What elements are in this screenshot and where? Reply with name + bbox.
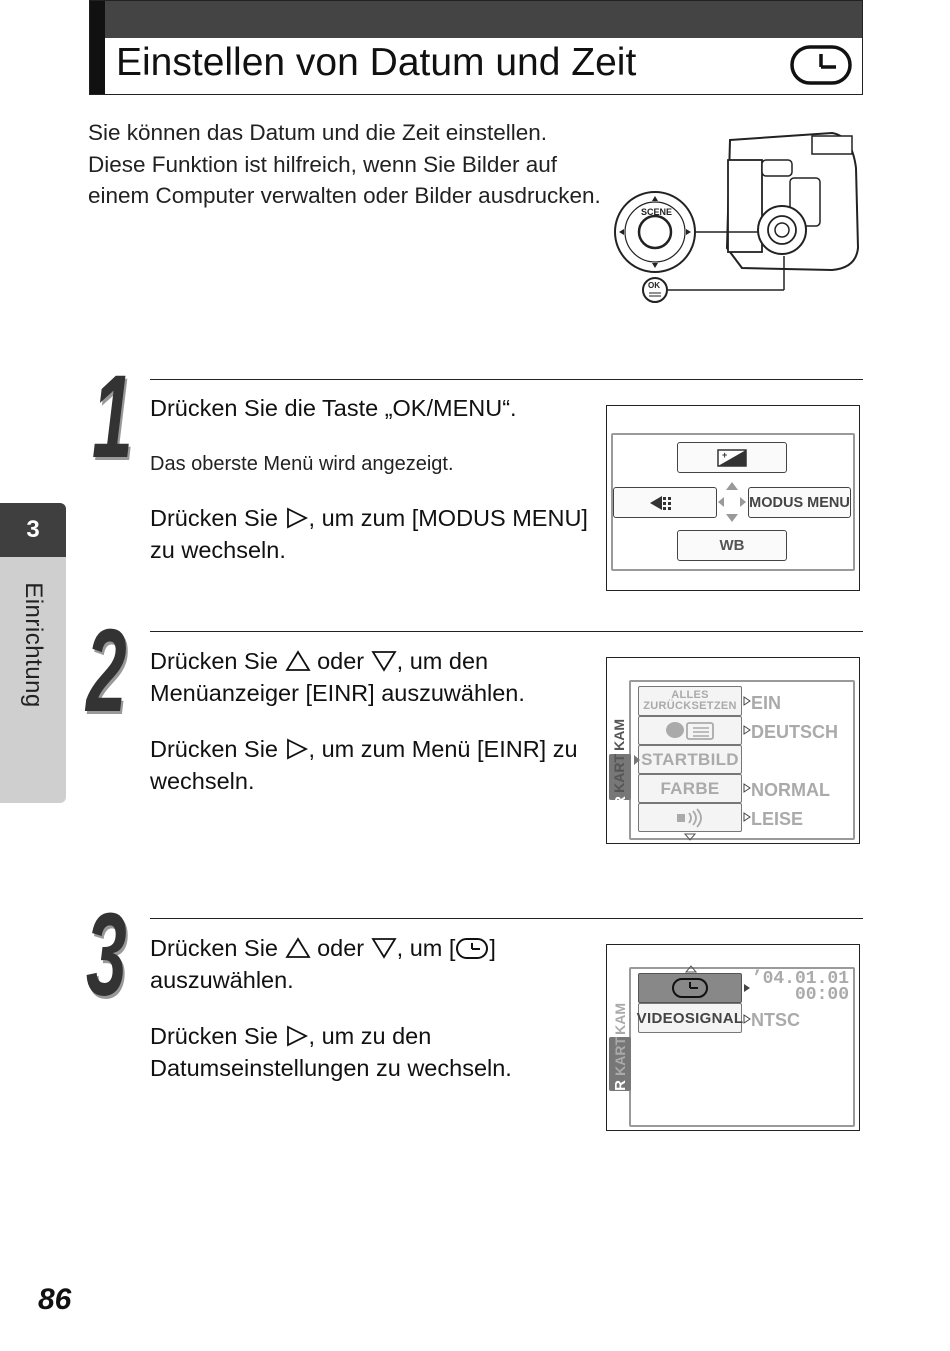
speaker-icon bbox=[673, 808, 707, 828]
value-sound: LEISE bbox=[751, 809, 804, 829]
exposure-comp-icon bbox=[717, 449, 747, 467]
step1-note: Das oberste Menü wird angezeigt. bbox=[150, 453, 454, 475]
date-value bbox=[749, 971, 849, 1003]
intro-text: Sie können das Datum und die Zeit einstellen. Diese Funktion ist hilfreich, wenn Sie Bilder auf einem Computer verwalten oder Bilder ausdrucken. bbox=[88, 120, 601, 208]
step-divider-2 bbox=[150, 631, 863, 632]
right-arrow-icon bbox=[285, 1025, 309, 1047]
tab-einr: EINR bbox=[612, 796, 629, 832]
right-arrow-icon bbox=[285, 507, 309, 529]
menu-item-farbe: FARBE bbox=[638, 774, 742, 803]
step2-instruction: Drücken Sie oder , um den Menüanzeiger [EINR] auszuwählen. bbox=[150, 648, 525, 706]
camera-illustration bbox=[612, 128, 862, 308]
menu-item-videosignal: VIDEOSIGNAL bbox=[638, 1003, 742, 1033]
value-arrow-icon bbox=[743, 783, 751, 793]
image-quality-icon bbox=[648, 494, 682, 512]
selected-indicator-icon bbox=[633, 754, 641, 766]
ok-label: OK bbox=[648, 281, 660, 290]
tab-kart: KART bbox=[611, 754, 627, 793]
value-arrow-icon bbox=[743, 1014, 751, 1024]
value-arrow-icon bbox=[743, 696, 751, 706]
step-number-3: 3 bbox=[86, 889, 127, 1021]
scroll-up-icon bbox=[685, 965, 697, 973]
scene-label: SCENE bbox=[641, 207, 673, 217]
step1-instruction: Drücken Sie die Taste „OK/MENU“. bbox=[150, 395, 517, 421]
step-divider-3 bbox=[150, 918, 863, 919]
date-text: ’04.01.01 bbox=[751, 969, 849, 989]
exposure-comp-button bbox=[677, 442, 787, 473]
down-arrow-icon bbox=[371, 937, 397, 959]
wb-button: WB bbox=[677, 530, 787, 561]
step2-instruction-2: Drücken Sie , um zum Menü [EINR] zu wechseln. bbox=[150, 736, 578, 794]
value-reset: EIN bbox=[751, 693, 782, 713]
up-arrow-icon bbox=[285, 650, 311, 672]
direction-arrows-icon bbox=[716, 480, 748, 524]
up-arrow-icon bbox=[285, 937, 311, 959]
tab-kam: KAM bbox=[611, 719, 627, 751]
page-title: Einstellen von Datum und Zeit bbox=[116, 41, 637, 84]
step3-instruction: Drücken Sie oder , um [ ] auszuwählen. bbox=[150, 935, 496, 993]
step-divider-1 bbox=[150, 379, 863, 380]
menu-item-clock bbox=[638, 973, 742, 1003]
chapter-number: 3 bbox=[0, 503, 66, 557]
value-language: DEUTSCH bbox=[751, 722, 839, 742]
svg-text:+: + bbox=[722, 449, 728, 460]
right-arrow-icon bbox=[285, 738, 309, 760]
step-number-1: 1 bbox=[92, 351, 133, 483]
menu-item-sound bbox=[638, 803, 742, 832]
menu-screen-3 bbox=[606, 944, 860, 1131]
clock-icon bbox=[671, 977, 709, 999]
value-arrow-icon bbox=[743, 812, 751, 822]
value-farbe: NORMAL bbox=[751, 780, 830, 800]
step3-instruction-2: Drücken Sie , um zu den Datumseinstellungen zu wechseln. bbox=[150, 1023, 512, 1081]
menu-screen-2 bbox=[606, 657, 860, 844]
value-videosignal: NTSC bbox=[751, 1010, 800, 1030]
clock-icon bbox=[455, 936, 489, 960]
menu-item-language bbox=[638, 716, 742, 745]
page-number: 86 bbox=[38, 1283, 72, 1316]
chapter-label: Einrichtung bbox=[20, 582, 47, 708]
time-text: 00:00 bbox=[794, 985, 849, 1005]
step1-instruction-2: Drücken Sie , um zum [MODUS MENU] zu wechseln. bbox=[150, 505, 588, 563]
value-arrow-icon bbox=[743, 725, 751, 735]
language-icon bbox=[663, 721, 717, 741]
drive-mode-button bbox=[613, 487, 717, 518]
step-number-2: 2 bbox=[86, 605, 127, 737]
down-arrow-icon bbox=[371, 650, 397, 672]
menu-item-reset: ALLES ZURÜCKSETZEN bbox=[638, 686, 742, 716]
clock-icon bbox=[790, 44, 854, 86]
scroll-down-icon bbox=[684, 833, 696, 841]
modus-menu-button: MODUS MENU bbox=[748, 487, 851, 518]
tab-einr: EINR bbox=[612, 1080, 629, 1116]
tab-kart: KART bbox=[612, 1037, 628, 1076]
tab-kam: KAM bbox=[612, 1003, 628, 1035]
menu-item-startbild: STARTBILD bbox=[638, 745, 742, 774]
